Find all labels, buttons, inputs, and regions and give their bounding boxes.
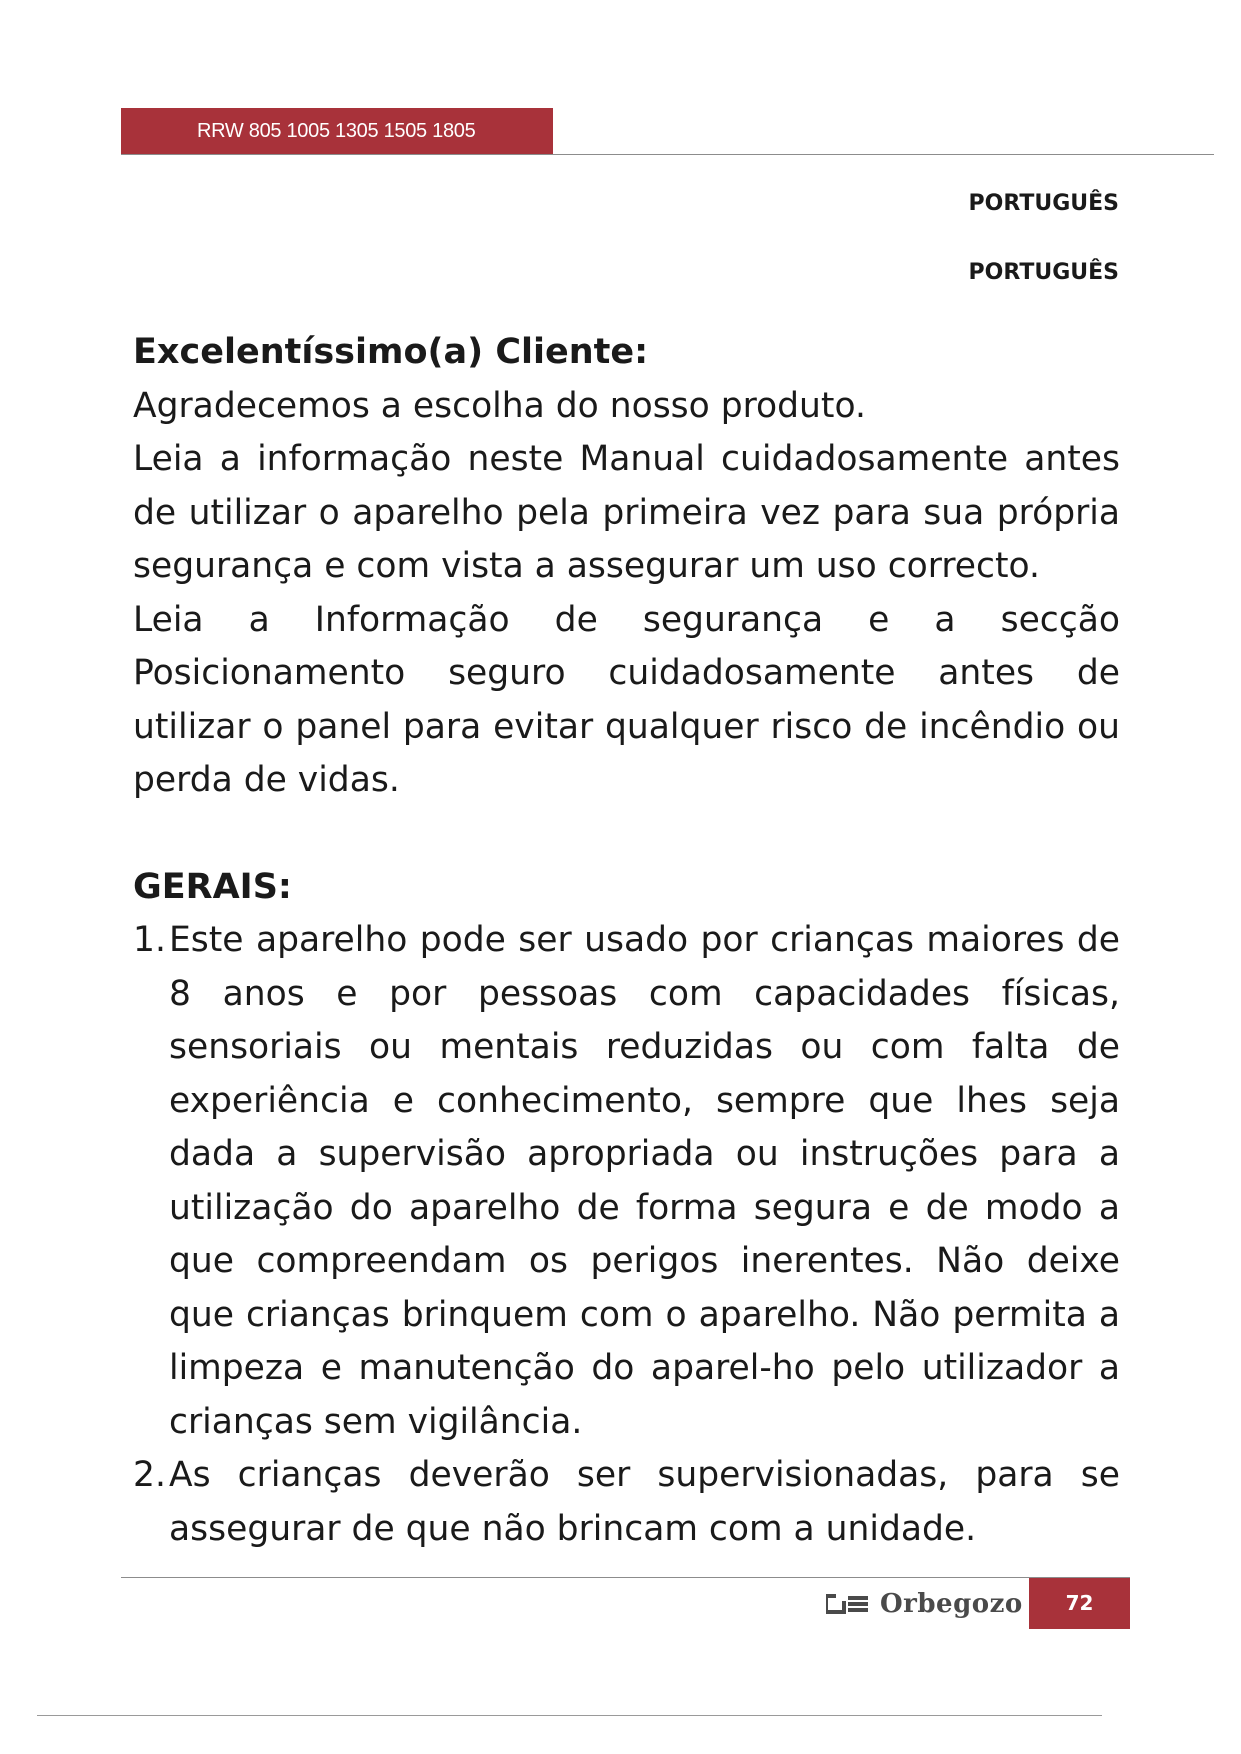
page-number-badge	[1029, 1578, 1130, 1629]
language-label-repeat: PORTUGUÊS	[968, 260, 1119, 285]
brand-mark-icon	[826, 1593, 870, 1615]
brand-name: Orbegozo	[880, 1589, 1023, 1619]
brand-logo	[826, 1585, 1023, 1623]
language-label: PORTUGUÊS	[968, 191, 1119, 216]
paragraph-spacer	[133, 808, 1120, 861]
bottom-divider	[37, 1715, 1102, 1716]
list-item-text: As crianças deverão ser supervisionadas, para se assegurar de que não brincam com a unidade.	[169, 1455, 1120, 1549]
list-item-number: 1.	[133, 920, 166, 960]
page-number: 72	[1065, 1591, 1094, 1615]
header-divider	[121, 154, 1214, 155]
greeting-heading: Excelentíssimo(a) Cliente:	[133, 332, 649, 372]
footer-divider	[121, 1577, 1130, 1578]
list-item	[133, 914, 1120, 1449]
list-item-number: 2.	[133, 1455, 166, 1495]
intro-paragraph-1: Agradecemos a escolha do nosso produto.	[133, 385, 866, 426]
list-item-text: Este aparelho pode ser usado por crianças maiores de 8 anos e por pessoas com capacidades físicas, sensoriais ou mentais reduzidas ou com falta de experiência e conhecimento, sempre que lhes seja dada a supervisão apropriada ou instruções para a utilização do aparelho de forma segura e de modo a que compreendam os perigos inerentes. Não deixe que crianças brinquem com o aparelho. Não permita a limpeza e manutenção do aparel-ho pelo utilizador a crianças sem vigilância.	[169, 920, 1120, 1442]
list-item	[133, 1449, 1120, 1556]
model-numbers: RRW 805 1005 1305 1505 1805	[197, 120, 476, 142]
section-title: GERAIS:	[133, 866, 292, 907]
intro-paragraph-3: Leia a Informação de segurança e a secção Posicionamento seguro cuidadosamente antes de utilizar o panel para evitar qualquer risco de incêndio ou perda de vidas.	[133, 599, 1120, 800]
main-content	[133, 326, 1120, 1556]
header-model-bar	[121, 108, 553, 154]
intro-paragraph-2: Leia a informação neste Manual cuidadosamente antes de utilizar o aparelho pela primeira vez para sua própria segurança e com vista a assegurar um uso correcto.	[133, 439, 1120, 586]
